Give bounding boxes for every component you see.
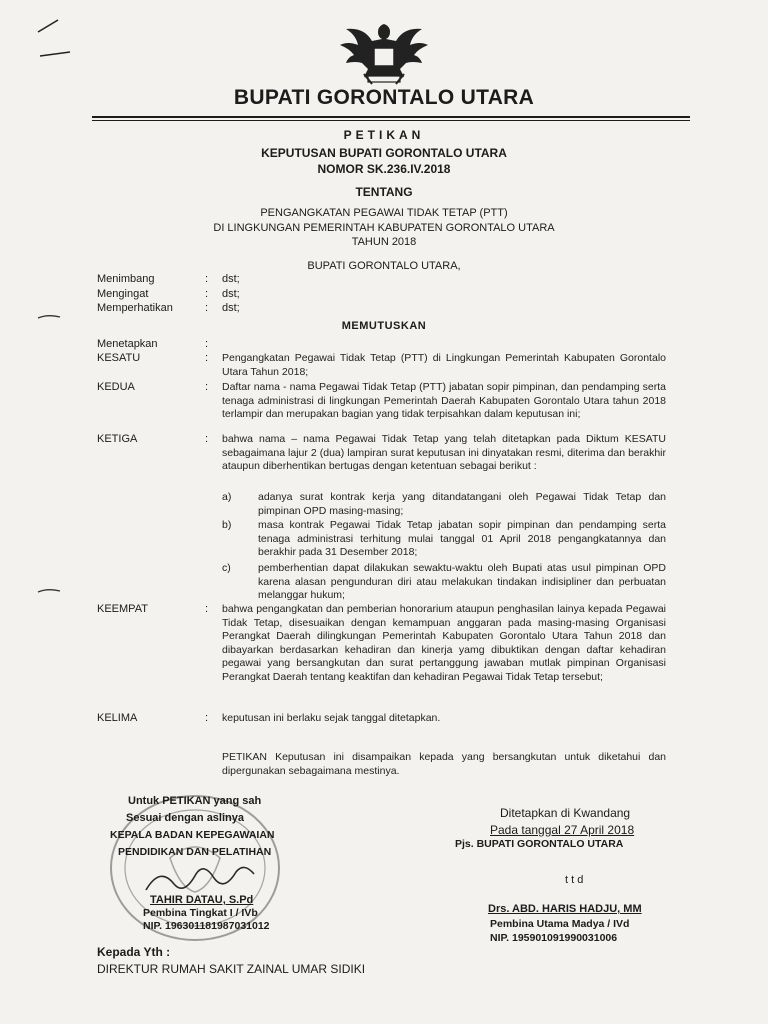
right-sig-rank: Pembina Utama Madya / IVd bbox=[490, 918, 630, 930]
right-sig-ttd: t t d bbox=[565, 874, 584, 886]
letterhead-rule-thin bbox=[92, 120, 690, 121]
left-handwritten-signature-icon bbox=[140, 862, 260, 898]
menimbang-value: dst; bbox=[222, 273, 240, 285]
right-sig-name: Drs. ABD. HARIS HADJU, MM bbox=[488, 903, 642, 915]
letterhead-title: BUPATI GORONTALO UTARA bbox=[233, 86, 535, 109]
left-sig-line1: Untuk PETIKAN yang sah bbox=[128, 795, 262, 807]
petikan-heading: PETIKAN bbox=[343, 128, 425, 142]
subject-line-2: DI LINGKUNGAN PEMERINTAH KABUPATEN GORONTALO UTARA bbox=[213, 222, 555, 234]
item-a-text: adanya surat kontrak kerja yang ditandatangani oleh Pegawai Tidak Tetap dan pimpinan OPD masing-masing; bbox=[258, 491, 666, 517]
item-c-text: pemberhentian dapat dilakukan sewaktu-waktu oleh Bupati atas usul pimpinan OPD karena alasan pengunduran diri atau melakukan tindakan indisipliner dan perbuatan melanggar hukum; bbox=[258, 562, 666, 602]
left-sig-line3: KEPALA BADAN KEPEGAWAIAN bbox=[110, 829, 275, 841]
decree-number: NOMOR SK.236.IV.2018 bbox=[317, 162, 451, 176]
memutuskan-heading: MEMUTUSKAN bbox=[341, 320, 427, 332]
right-sig-date: Pada tanggal 27 April 2018 bbox=[490, 823, 635, 837]
article-keempat-text: bahwa pengangkatan dan pemberian honorarium ataupun penghasilan lainya kepada Pegawai Tidak Tetap, disesuaikan dengan kemampuan anggaran pada masing-masing Organisasi Perangkat Daerah dilingkungan Pemerintah Kabupaten Gorontalo Utara Tahun 2018 dan dibayarkan berdasarkan kehadiran dan kinerja yamg dibuktikan dengan daftar kehadiran pegawai yang bersangkutan dan surat pertanggung jawaban mutlak pimpinan Organisasi Perangkat Daerah tentang keaktifan dan kehadiran Pegawai Tidak Tetap tersebut; bbox=[222, 603, 666, 683]
item-b-text: masa kontrak Pegawai Tidak Tetap jabatan sopir pimpinan dan pendamping serta tenaga administrasi terhitung mulai tanggal 01 April 2018 pengangkatannya dan berakhir pada 31 Desember 2018; bbox=[258, 519, 666, 559]
colon: : bbox=[205, 338, 209, 350]
colon: : bbox=[205, 273, 209, 285]
colon: : bbox=[205, 433, 209, 445]
closing-lead: PETIKAN bbox=[222, 751, 267, 763]
right-sig-nip: NIP. 195901091990031006 bbox=[490, 932, 618, 944]
tentang-heading: TENTANG bbox=[355, 185, 413, 199]
article-keempat-label: KEEMPAT bbox=[97, 603, 148, 615]
memperhatikan-value: dst; bbox=[222, 302, 240, 314]
margin-dash-mark-2 bbox=[36, 586, 62, 596]
item-c-letter: c) bbox=[222, 562, 231, 574]
article-ketiga-label: KETIGA bbox=[97, 433, 138, 445]
colon: : bbox=[205, 352, 209, 364]
closing-text: Keputusan ini disampaikan kepada yang bersangkutan untuk diketahui dan dipergunakan sebagaimana mestinya. bbox=[222, 751, 666, 777]
colon: : bbox=[205, 712, 209, 724]
right-sig-role: Pjs. BUPATI GORONTALO UTARA bbox=[455, 838, 624, 850]
bupati-heading: BUPATI GORONTALO UTARA, bbox=[307, 260, 461, 272]
mengingat-label: Mengingat bbox=[97, 288, 149, 300]
subject-line-3: TAHUN 2018 bbox=[351, 236, 417, 248]
left-sig-line2: Sesuai dengan aslinya bbox=[126, 812, 244, 824]
left-sig-line4: PENDIDIKAN DAN PELATIHAN bbox=[118, 846, 272, 858]
keputusan-heading: KEPUTUSAN BUPATI GORONTALO UTARA bbox=[261, 146, 507, 160]
article-ketiga-text: bahwa nama – nama Pegawai Tidak Tetap yang telah ditetapkan pada Diktum KESATU sebagaimana lajur 2 (dua) lampiran surat keputusan ini dinyatakan resmi, diterima dan berakhir ataupun diberhentikan bertugas dengan ketentuan sebagai berikut : bbox=[222, 433, 666, 473]
garuda-emblem-icon bbox=[334, 18, 434, 88]
menetapkan-label: Menetapkan bbox=[97, 338, 158, 350]
article-kesatu-label: KESATU bbox=[97, 352, 141, 364]
article-kedua-text: Daftar nama - nama Pegawai Tidak Tetap (PTT) jabatan sopir pimpinan, dan pendamping serta tenaga administrasi di lingkungan Pemerintah Daerah Kabupaten Gorontalo Utara tahun 2018 terlampir dan merupakan bagian yang tidak terpisahkan dalam keputusan ini; bbox=[222, 381, 666, 421]
subject-line-1: PENGANGKATAN PEGAWAI TIDAK TETAP (PTT) bbox=[260, 207, 508, 219]
colon: : bbox=[205, 381, 209, 393]
item-a-letter: a) bbox=[222, 491, 232, 503]
left-sig-rank: Pembina Tingkat I / IVb bbox=[143, 907, 258, 919]
left-sig-name: TAHIR DATAU, S.Pd bbox=[150, 894, 254, 906]
mengingat-value: dst; bbox=[222, 288, 240, 300]
article-kelima-label: KELIMA bbox=[97, 712, 138, 724]
menimbang-label: Menimbang bbox=[97, 273, 155, 285]
letterhead-rule-thick bbox=[92, 116, 690, 118]
memperhatikan-label: Memperhatikan bbox=[97, 302, 173, 314]
addressee-recipient: DIREKTUR RUMAH SAKIT ZAINAL UMAR SIDIKI bbox=[97, 962, 366, 976]
item-b-letter: b) bbox=[222, 519, 232, 531]
colon: : bbox=[205, 603, 209, 615]
article-kesatu-text: Pengangkatan Pegawai Tidak Tetap (PTT) di Lingkungan Pemerintah Kabupaten Gorontalo Utara Tahun 2018; bbox=[222, 352, 666, 378]
colon: : bbox=[205, 288, 209, 300]
article-kedua-label: KEDUA bbox=[97, 381, 135, 393]
closing-paragraph bbox=[222, 751, 666, 778]
margin-pen-mark bbox=[30, 12, 80, 58]
colon: : bbox=[205, 302, 209, 314]
addressee-label: Kepada Yth : bbox=[97, 945, 171, 959]
left-sig-nip: NIP. 196301181987031012 bbox=[143, 920, 270, 932]
right-sig-place: Ditetapkan di Kwandang bbox=[500, 806, 631, 820]
article-kelima-text: keputusan ini berlaku sejak tanggal ditetapkan. bbox=[222, 712, 441, 724]
